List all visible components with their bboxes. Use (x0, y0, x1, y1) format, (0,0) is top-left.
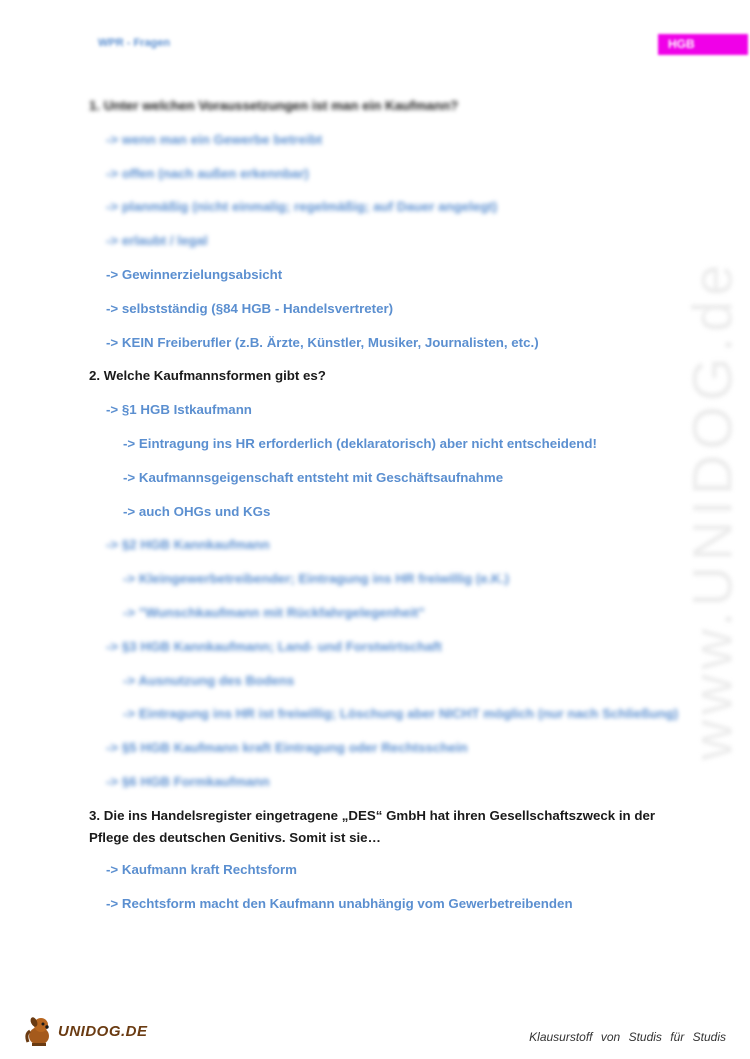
unidog-logo (22, 1014, 148, 1048)
answer-item: -> offen (nach außen erkennbar) (106, 165, 309, 181)
answer-item: -> wenn man ein Gewerbe betreibt (106, 131, 323, 147)
answer-item: -> Kaufmann kraft Rechtsform (106, 861, 297, 877)
answer-item: -> Gewinnerzielungsabsicht (106, 266, 283, 282)
question-3-line-1: 3. Die ins Handelsregister eingetragene „DES“ GmbH hat ihren Gesellschaftszweck in der (89, 807, 656, 823)
logo-text: UNIDOG.DE (58, 1022, 148, 1040)
answer-item: -> erlaubt / legal (106, 233, 208, 249)
answer-item: -> KEIN Freiberufler (z.B. Ärzte, Künstler, Musiker, Journalisten, etc.) (106, 334, 539, 350)
sub-answer-item: -> auch OHGs und KGs (123, 503, 271, 519)
answer-item: -> selbstständig (§84 HGB - Handelsvertreter) (106, 300, 394, 316)
answer-item: -> planmäßig (nicht einmalig; regelmäßig; auf Dauer angelegt) (106, 199, 498, 215)
group-title: -> §1 HGB Istkaufmann (106, 402, 252, 418)
group-title: -> §2 HGB Kannkaufmann (106, 537, 270, 553)
tagline-word: Studis (628, 1030, 662, 1044)
tagline-word: Klausurstoff (529, 1030, 593, 1044)
category-tag: HGB (658, 34, 748, 55)
question-2: 2. Welche Kaufmannsformen gibt es? (89, 368, 326, 384)
question-1: 1. Unter welchen Voraussetzungen ist man ein Kaufmann? (89, 98, 459, 113)
dog-mascot-icon (22, 1014, 56, 1048)
watermark: www.UNIDOG.de (680, 259, 744, 761)
header-title: WPR - Fragen (98, 37, 171, 49)
tagline-word: Studis (692, 1030, 726, 1044)
sub-answer-item: -> Kaufmannsgeigenschaft entsteht mit Geschäftsaufnahme (123, 469, 504, 485)
question-3-line-2: Pflege des deutschen Genitivs. Somit ist sie… (89, 829, 381, 845)
document-body (89, 89, 689, 920)
sub-answer-item: -> Eintragung ins HR ist freiwillig; Löschung aber NICHT möglich (nur nach Schließung) (123, 706, 679, 722)
group-title: -> §5 HGB Kaufmann kraft Eintragung oder Rechtsschein (106, 740, 468, 756)
footer-tagline (529, 1030, 726, 1044)
sub-answer-item: -> Ausnutzung des Bodens (123, 672, 295, 688)
sub-answer-item: -> Eintragung ins HR erforderlich (deklaratorisch) aber nicht entscheidend! (123, 435, 597, 451)
sub-answer-item: -> Kleingewerbetreibender; Eintragung ins HR freiwillig (e.K.) (123, 571, 510, 587)
answer-item: -> Rechtsform macht den Kaufmann unabhängig vom Gewerbetreibenden (106, 895, 573, 911)
group-title: -> §6 HGB Formkaufmann (106, 773, 270, 789)
group-title: -> §3 HGB Kannkaufmann; Land- und Forstwirtschaft (106, 638, 442, 654)
tagline-word: für (670, 1030, 685, 1044)
question-3 (89, 805, 689, 849)
tagline-word: von (600, 1030, 621, 1044)
sub-answer-item: -> "Wunschkaufmann mit Rückfahrgelegenheit" (123, 604, 425, 620)
